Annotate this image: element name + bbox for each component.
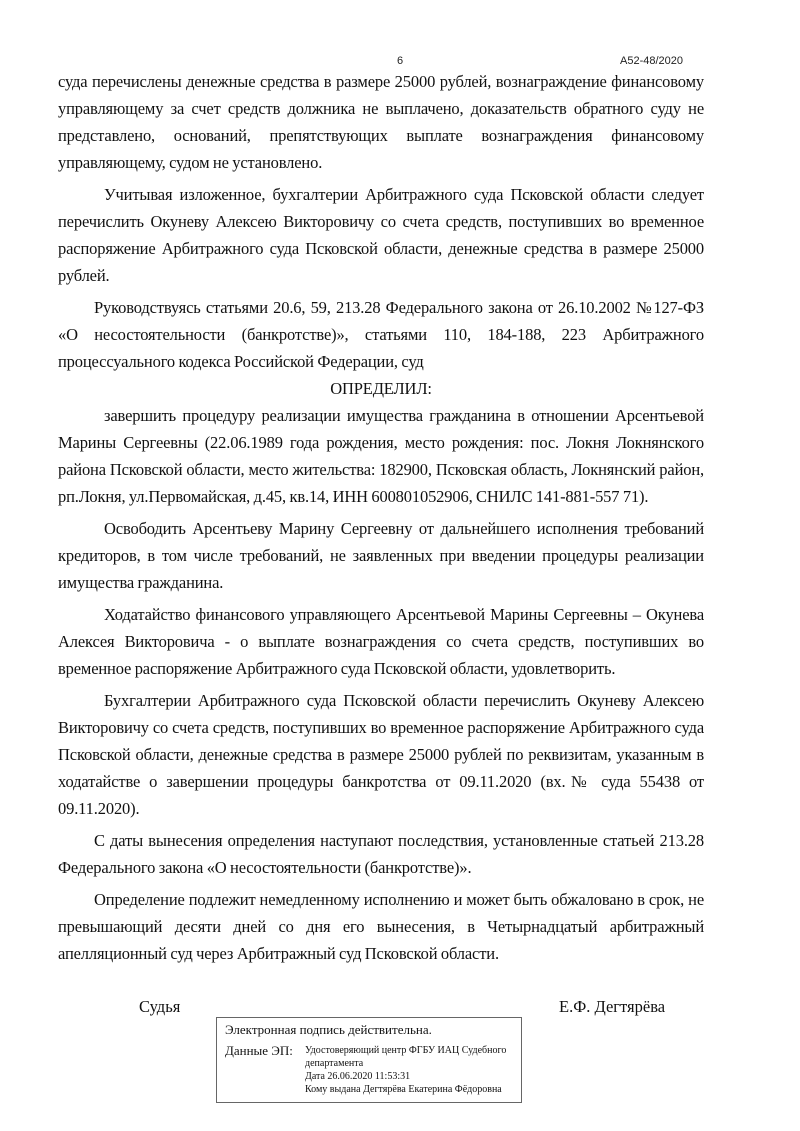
- judge-name: Е.Ф. Дегтярёва: [559, 997, 666, 1016]
- paragraph-appeal: Определение подлежит немедленному исполнению и может быть обжаловано в срок, не превышающий десяти дней со дня его вынесения, в Четырнадцатый арбитражный апелляционный суд через Арбитражный суд Псковской области.: [58, 890, 704, 963]
- signature-block: [0, 997, 800, 1107]
- electronic-signature-stamp: [216, 1017, 522, 1103]
- paragraph-legal-basis: Руководствуясь статьями 20.6, 59, 213.28 Федерального закона от 26.10.2002 №127-ФЗ «О несостоятельности (банкротстве)», статьями 110, 184-188, 223 Арбитражного процессуального кодекса Российской Федерации, суд: [58, 298, 704, 371]
- paragraph-reasoning-end: суда перечислены денежные средства в размере 25000 рублей, вознаграждение финансовому управляющему за счет средств должника не выплачено, доказательств обратного суду не представлено, оснований, препятствующих выплате вознаграждения финансовому управляющему, судом не установлено.: [58, 72, 704, 172]
- judge-label: Судья: [139, 997, 181, 1016]
- page-number: 6: [397, 55, 404, 67]
- ep-issued-to: Кому выдана Дегтярёва Екатерина Фёдоровна: [305, 1084, 502, 1095]
- paragraph-accounting-instruction: Учитывая изложенное, бухгалтерии Арбитражного суда Псковской области следует перечислить Окуневу Алексею Викторовичу со счета средств, поступивших во временное распоряжение Арбитражного суда Псковской области, денежные средства в размере 25000 рублей.: [58, 185, 704, 285]
- document-body: [58, 68, 704, 967]
- paragraph-consequences: С даты вынесения определения наступают последствия, установленные статьей 213.28 Федерального закона «О несостоятельности (банкротстве)».: [58, 831, 704, 877]
- ep-details: [305, 1044, 517, 1096]
- ep-data-label: Данные ЭП:: [225, 1043, 293, 1058]
- ep-issuer-line1: Удостоверяющий центр ФГБУ ИАЦ Судебного: [305, 1045, 507, 1056]
- paragraph-complete-procedure: завершить процедуру реализации имущества гражданина в отношении Арсентьевой Марины Сергеевны (22.06.1989 года рождения, место рождения: пос. Локня Локнянского района Псковской области, место жительства: 182900, Псковская область, Локнянский район, рп.Локня, ул.Первомайская, д.45, кв.14, ИНН 600801052906, СНИЛС 141-881-557 71).: [58, 406, 704, 506]
- page-header: [0, 54, 800, 68]
- ruling-heading: ОПРЕДЕЛИЛ:: [330, 379, 432, 398]
- paragraph-payment-order: Бухгалтерии Арбитражного суда Псковской области перечислить Окуневу Алексею Викторовичу со счета средств, поступивших во временное распоряжение Арбитражного суда Псковской области, денежные средства в размере 25000 рублей по реквизитам, указанным в ходатайстве о завершении процедуры банкротства от 09.11.2020 (вх.№ суда 55438 от 09.11.2020).: [58, 691, 704, 818]
- ep-issuer-line2: департамента: [305, 1058, 364, 1069]
- case-number: А52-48/2020: [620, 55, 683, 67]
- paragraph-petition-granted: Ходатайство финансового управляющего Арсентьевой Марины Сергеевны – Окунева Алексея Викторовича - о выплате вознаграждения со счета средств, поступивших во временное распоряжение Арбитражного суда Псковской области, удовлетворить.: [58, 605, 704, 678]
- ep-date: Дата 26.06.2020 11:53:31: [305, 1071, 411, 1082]
- paragraph-release-debtor: Освободить Арсентьеву Марину Сергеевну от дальнейшего исполнения требований кредиторов, в том числе требований, не заявленных при введении процедуры реализации имущества гражданина.: [58, 519, 704, 592]
- ep-title: Электронная подпись действительна.: [225, 1022, 432, 1037]
